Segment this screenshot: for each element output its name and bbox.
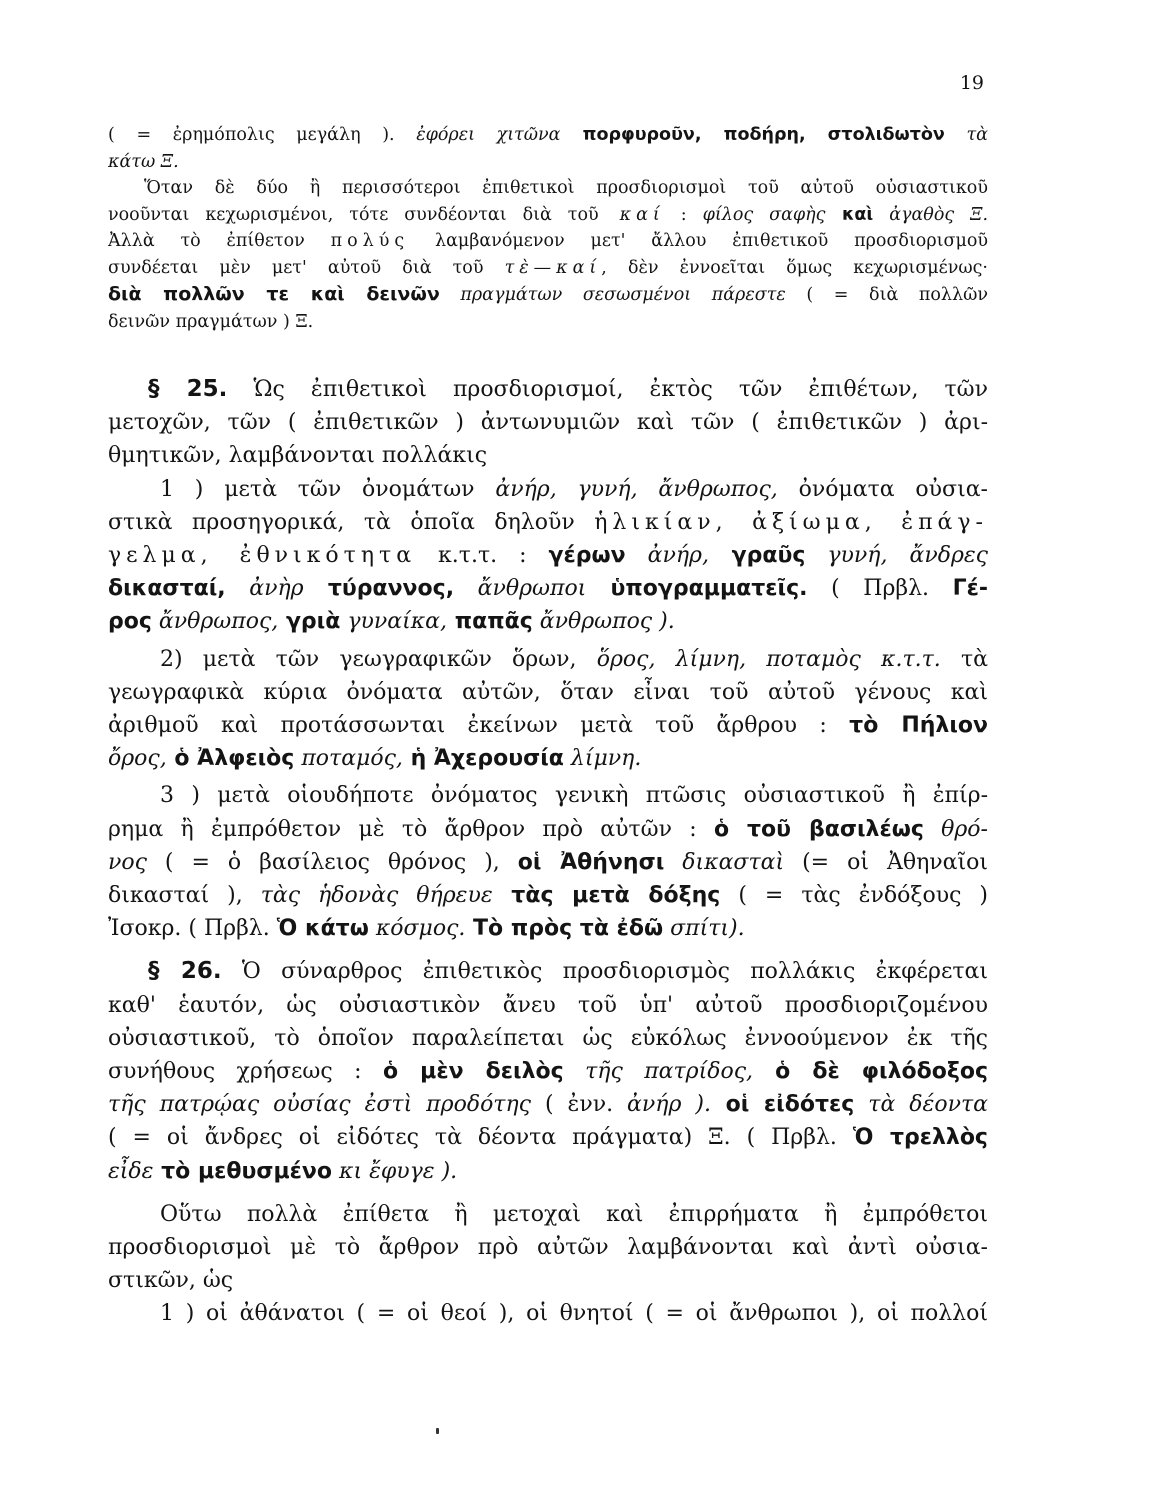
- item2-line-3: ἀριθμοῦ καὶ προτάσσωνται ἐκείνων μετὰ τοῦ ἄρθρου : τὸ Πήλιον: [108, 713, 988, 739]
- ink-speck: [436, 1428, 439, 1434]
- item1-line-4: δικασταί, ἀνὴρ τύραννος, ἄνθρωποι ὑπογραμματεῖς. ( Πρβλ. Γέ-: [108, 576, 988, 602]
- s25-line-2: μετοχῶν, τῶν ( ἐπιθετικῶν ) ἀντωνυμιῶν καὶ τῶν ( ἐπιθετικῶν ) ἀρι-: [108, 410, 988, 436]
- plast-line-3: στικῶν, ὡς: [108, 1268, 234, 1294]
- item1-line-2: στικὰ προσηγορικά, τὰ ὁποῖα δηλοῦν ἡλικίαν, ἀξίωμα, ἐπάγ-: [108, 509, 988, 535]
- plast-line-1: Οὕτω πολλὰ ἐπίθετα ἢ μετοχαὶ καὶ ἐπιρρήματα ἢ ἐμπρόθετοι: [160, 1201, 988, 1227]
- item1-line-3: γελμα, ἐθνικότητα κ.τ.τ. : γέρων ἀνήρ, γραῦς γυνή, ἄνδρες: [108, 543, 988, 569]
- item1-line-5: ρος ἄνθρωπος, γριὰ γυναίκα, παπᾶς ἄνθρωπος ).: [108, 609, 675, 635]
- s26-line-2: καθ' ἑαυτόν, ὡς οὐσιαστικὸν ἄνευ τοῦ ὑπ' αὐτοῦ προσδιοριζομένου: [108, 992, 988, 1018]
- p3-line-2: συνδέεται μὲν μετ' αὐτοῦ διὰ τοῦ τὲ—καί, δὲν ἐννοεῖται ὅμως κεχωρισμένως·: [108, 257, 988, 278]
- plast-line-4: 1 ) οἱ ἀθάνατοι ( = οἱ θεοί ), οἱ θνητοί ( = οἱ ἄνθρωποι ), οἱ πολλοί: [160, 1301, 988, 1327]
- item2-line-1: 2) μετὰ τῶν γεωγραφικῶν ὅρων, ὅρος, λίμνη, ποταμὸς κ.τ.τ. τὰ: [160, 646, 988, 672]
- s25-line-3: θμητικῶν, λαμβάνονται πολλάκις: [108, 443, 488, 469]
- s26-line-6: ( = οἱ ἄνδρες οἱ εἰδότες τὰ δέοντα πράγματα) Ξ. ( Πρβλ. Ὁ τρελλὸς: [108, 1125, 988, 1151]
- s26-line-4: συνήθους χρήσεως : ὁ μὲν δειλὸς τῆς πατρίδος, ὁ δὲ φιλόδοξος: [108, 1059, 988, 1085]
- item1-line-1: 1 ) μετὰ τῶν ὀνομάτων ἀνήρ, γυνή, ἄνθρωπος, ὀνόματα οὐσια-: [160, 476, 988, 502]
- item3-line-5: Ἰσοκρ. ( Πρβλ. Ὁ κάτω κόσμος. Τὸ πρὸς τὰ ἐδῶ σπίτι).: [108, 916, 745, 942]
- section-25-marker: § 25.: [148, 376, 228, 402]
- p1-line-1: ( = ἐρημόπολις μεγάλη ). ἐφόρει χιτῶνα πορφυροῦν, ποδήρη, στολιδωτὸν τὰ: [108, 125, 988, 145]
- item3-line-1: 3 ) μετὰ οἱουδήποτε ὀνόματος γενικὴ πτῶσις οὐσιαστικοῦ ἢ ἐπίρ-: [160, 783, 988, 809]
- p3-line-1: Ἀλλὰ τὸ ἐπίθετον πολύς λαμβανόμενον μετ' ἄλλου ἐπιθετικοῦ προσδιορισμοῦ: [108, 231, 988, 251]
- s26-line-5: τῆς πατρῴας οὐσίας ἐστὶ προδότης ( ἐνν. ἀνήρ ). οἱ εἰδότες τὰ δέοντα: [108, 1092, 988, 1118]
- item3-line-3: νος ( = ὁ βασίλειος θρόνος ), οἱ Ἀθήνησι δικασταὶ (= οἱ Ἀθηναῖοι: [108, 849, 988, 875]
- p2-line-2: νοοῦνται κεχωρισμένοι, τότε συνδέονται διὰ τοῦ καί : φίλος σαφὴς καὶ ἀγαθὸς Ξ.: [108, 204, 988, 225]
- s26-line-7: εἶδε τὸ μεθυσμένο κι ἔφυγε ).: [108, 1158, 458, 1184]
- p1-line-2: κάτω Ξ.: [108, 151, 179, 172]
- section-26-marker: § 26.: [148, 958, 222, 985]
- page-number: 19: [959, 72, 984, 94]
- item2-line-2: γεωγραφικὰ κύρια ὀνόματα αὐτῶν, ὅταν εἶναι τοῦ αὐτοῦ γένους καὶ: [108, 679, 988, 705]
- s25-line-1: § 25. Ὡς ἐπιθετικοὶ προσδιορισμοί, ἐκτὸς τῶν ἐπιθέτων, τῶν: [108, 373, 988, 406]
- main-text-block: [108, 373, 988, 1331]
- p3-line-3: διὰ πολλῶν τε καὶ δεινῶν πραγμάτων σεσωσμένοι πάρεστε ( = διὰ πολλῶν: [108, 283, 988, 305]
- p2-line-1: Ὅταν δὲ δύο ἢ περισσότεροι ἐπιθετικοὶ προσδιορισμοὶ τοῦ αὐτοῦ οὐσιαστικοῦ: [144, 178, 988, 198]
- plast-line-2: προσδιορισμοὶ μὲ τὸ ἄρθρον πρὸ αὐτῶν λαμβάνονται καὶ ἀντὶ οὐσια-: [108, 1235, 988, 1261]
- item2-line-4: ὄρος, ὁ Ἀλφειὸς ποταμός, ἡ Ἀχερουσία λίμνη.: [108, 746, 642, 772]
- s26-line-1: § 26. Ὁ σύναρθρος ἐπιθετικὸς προσδιορισμὸς πολλάκις ἐκφέρεται: [108, 955, 988, 988]
- intro-text-block: [108, 122, 988, 335]
- p3-line-4: δεινῶν πραγμάτων ) Ξ.: [108, 311, 314, 332]
- s26-line-3: οὐσιαστικοῦ, τὸ ὁποῖον παραλείπεται ὡς εὐκόλως ἐννοούμενον ἐκ τῆς: [108, 1025, 988, 1051]
- item3-line-2: ρημα ἢ ἐμπρόθετον μὲ τὸ ἄρθρον πρὸ αὐτῶν : ὁ τοῦ βασιλέως θρό-: [108, 816, 988, 842]
- item3-line-4: δικασταί ), τὰς ἡδονὰς θήρευε τὰς μετὰ δόξης ( = τὰς ἐνδόξους ): [108, 883, 988, 909]
